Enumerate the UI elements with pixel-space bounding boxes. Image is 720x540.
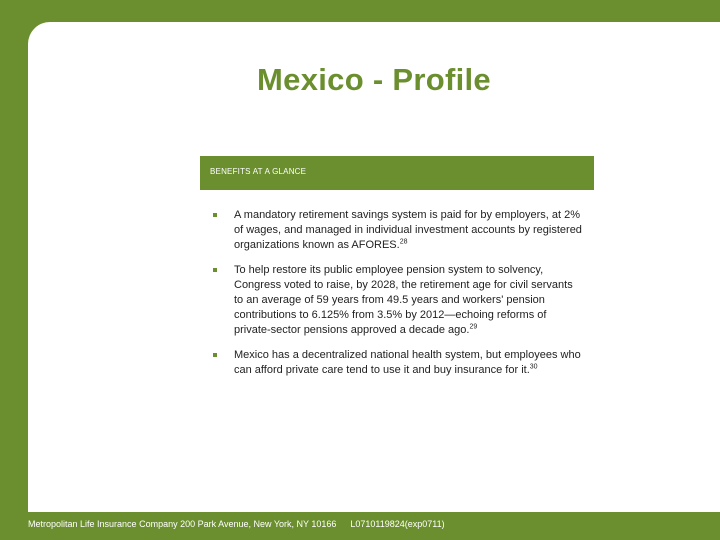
section-header-label: BENEFITS AT A GLANCE	[210, 167, 307, 176]
footer-company: Metropolitan Life Insurance Company 200 Park Avenue, New York, NY 10166	[28, 519, 337, 529]
bullet-text: Mexico has a decentralized national health system, but employees who can afford private care tend to use it and buy insurance for it.	[234, 349, 581, 376]
bullet-text: To help restore its public employee pension system to solvency, Congress voted to raise, by 2028, the retirement age for civil servants to an average of 59 years from 49.5 years and workers' pension contributions to 6.125% from 3.5% by 2012—echoing reforms of private-sector pensions approved a decade ago.	[234, 264, 573, 336]
footnote-ref: 28	[399, 238, 408, 246]
footnote-ref: 29	[469, 323, 478, 331]
footnote-ref: 30	[529, 363, 538, 371]
list-item	[210, 348, 582, 378]
square-bullet-icon	[213, 353, 217, 357]
section-header-bar	[200, 156, 594, 190]
list-item	[210, 208, 582, 253]
list-item	[210, 263, 582, 338]
bullet-list	[210, 208, 582, 388]
footer	[28, 519, 445, 529]
page-title: Mexico - Profile	[257, 62, 491, 97]
footer-code: L0710119824(exp0711)	[350, 519, 445, 529]
bullet-text: A mandatory retirement savings system is paid for by employers, at 2% of wages, and managed in individual investment accounts by registered organizations known as AFORES.	[234, 209, 582, 251]
slide-panel	[28, 22, 720, 512]
square-bullet-icon	[213, 213, 217, 217]
square-bullet-icon	[213, 268, 217, 272]
